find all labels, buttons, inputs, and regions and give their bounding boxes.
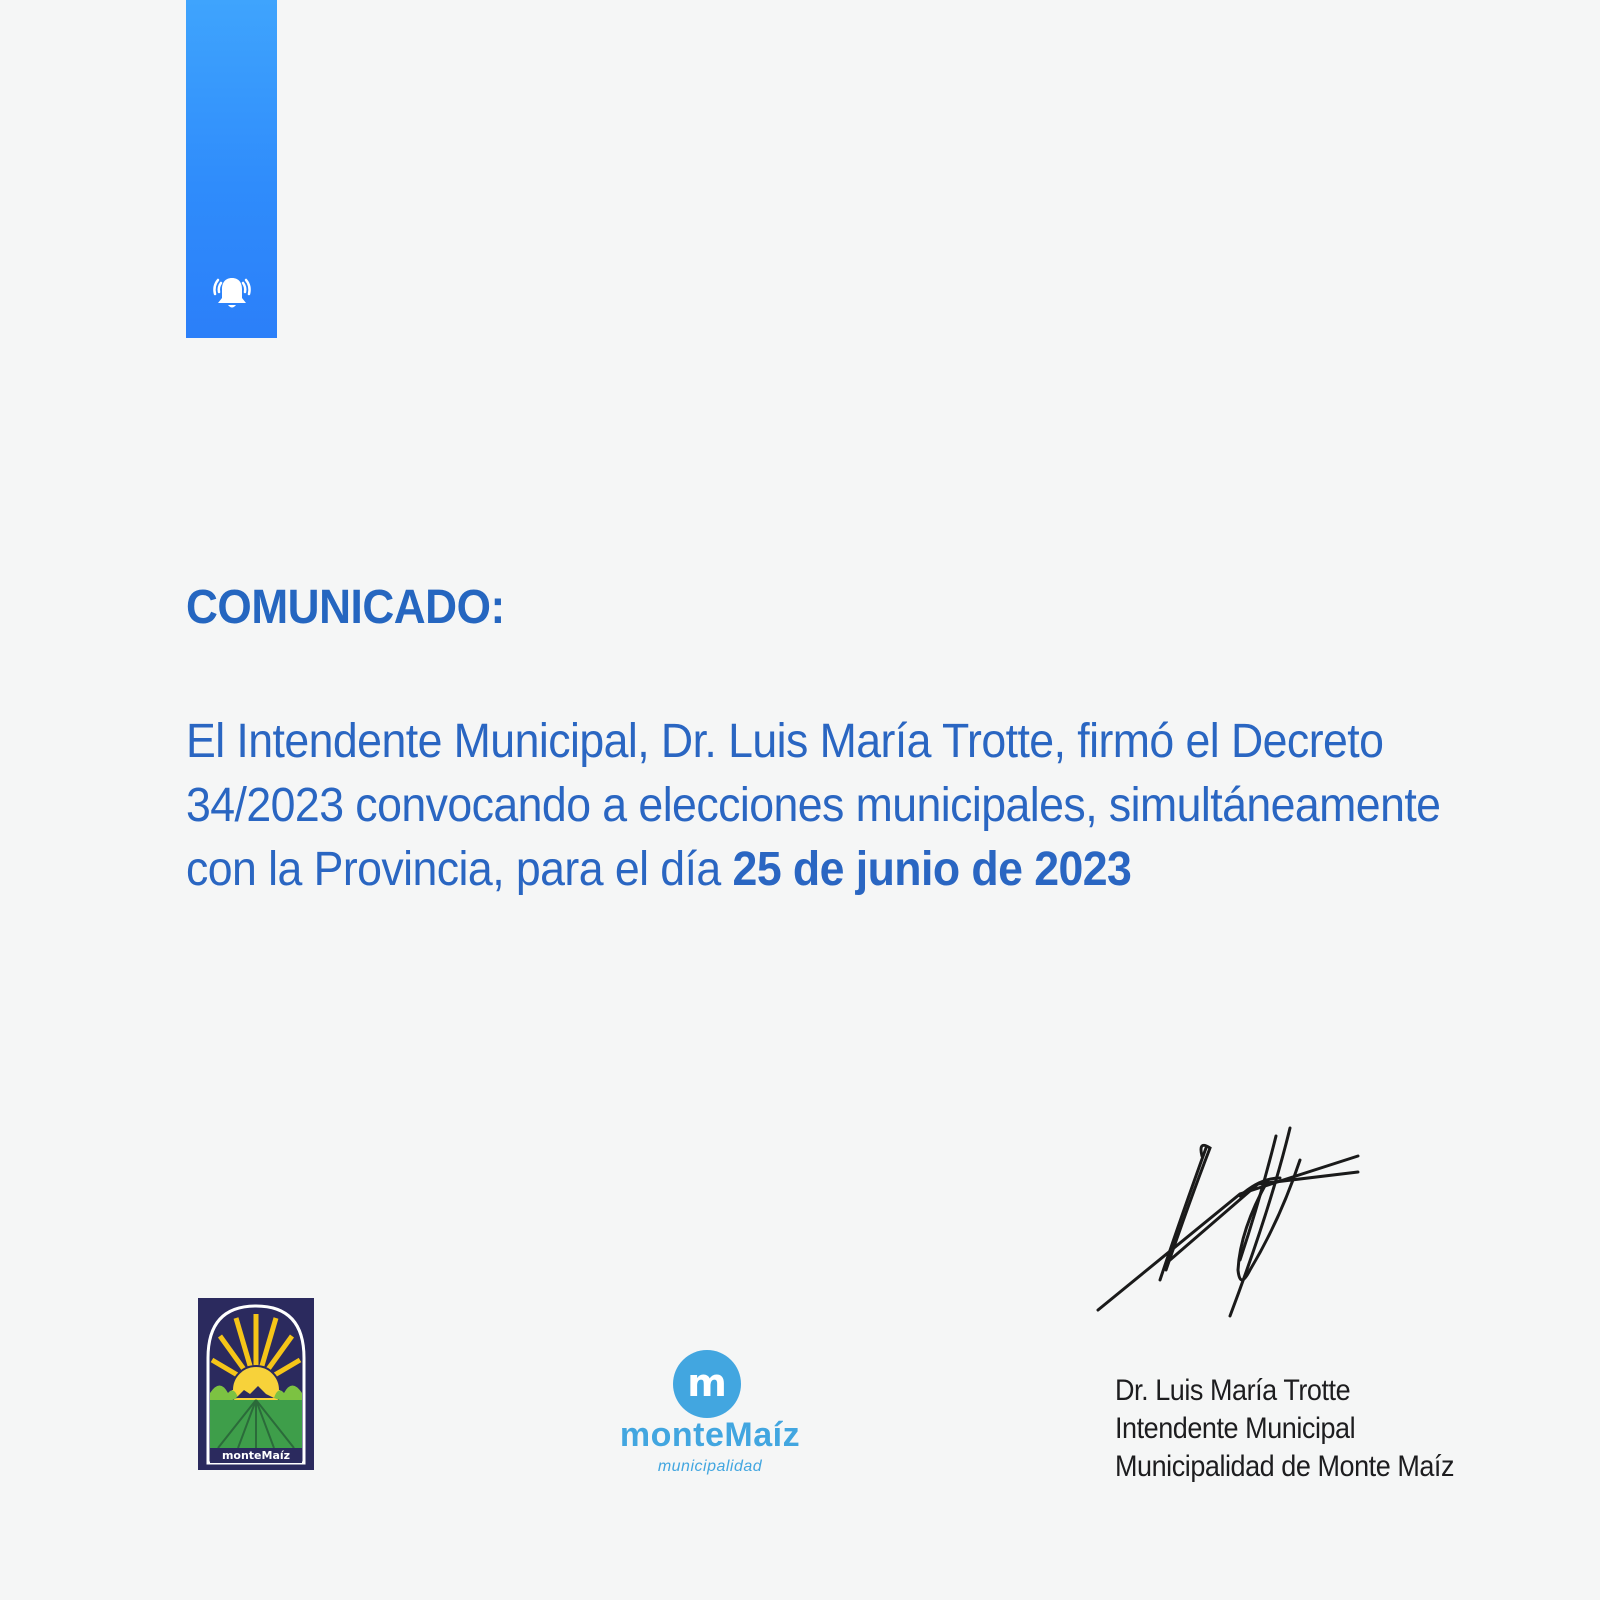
- handwritten-signature: [1090, 1120, 1370, 1370]
- notice-line-2: 34/2023 convocando a elecciones municipales, simultáneamente: [186, 779, 1441, 832]
- montemaiz-logo: [600, 1350, 820, 1480]
- municipal-crest-logo: [198, 1298, 314, 1470]
- signer-block: [1115, 1372, 1454, 1486]
- crest-label: monteMaíz: [221, 1449, 291, 1462]
- election-date: 25 de junio de 2023: [732, 843, 1132, 896]
- notice-body: [186, 710, 1441, 902]
- logo-name: monteMaíz: [619, 1416, 801, 1454]
- notice-line-3: [186, 838, 1395, 902]
- logo-m-mark-icon: [673, 1350, 741, 1418]
- bell-alert-icon: [210, 272, 254, 316]
- logo-mark-letter: m: [687, 1361, 727, 1405]
- logo-subtitle: municipalidad: [657, 1458, 763, 1475]
- notice-heading: COMUNICADO:: [186, 581, 505, 634]
- signer-office: Municipalidad de Monte Maíz: [1115, 1450, 1455, 1483]
- notice-line-3-prefix: con la Provincia, para el día: [186, 843, 733, 896]
- notice-line-1: El Intendente Municipal, Dr. Luis María Trotte, firmó el Decreto: [186, 715, 1384, 768]
- signer-name: Dr. Luis María Trotte: [1115, 1374, 1351, 1407]
- signer-role: Intendente Municipal: [1115, 1412, 1356, 1445]
